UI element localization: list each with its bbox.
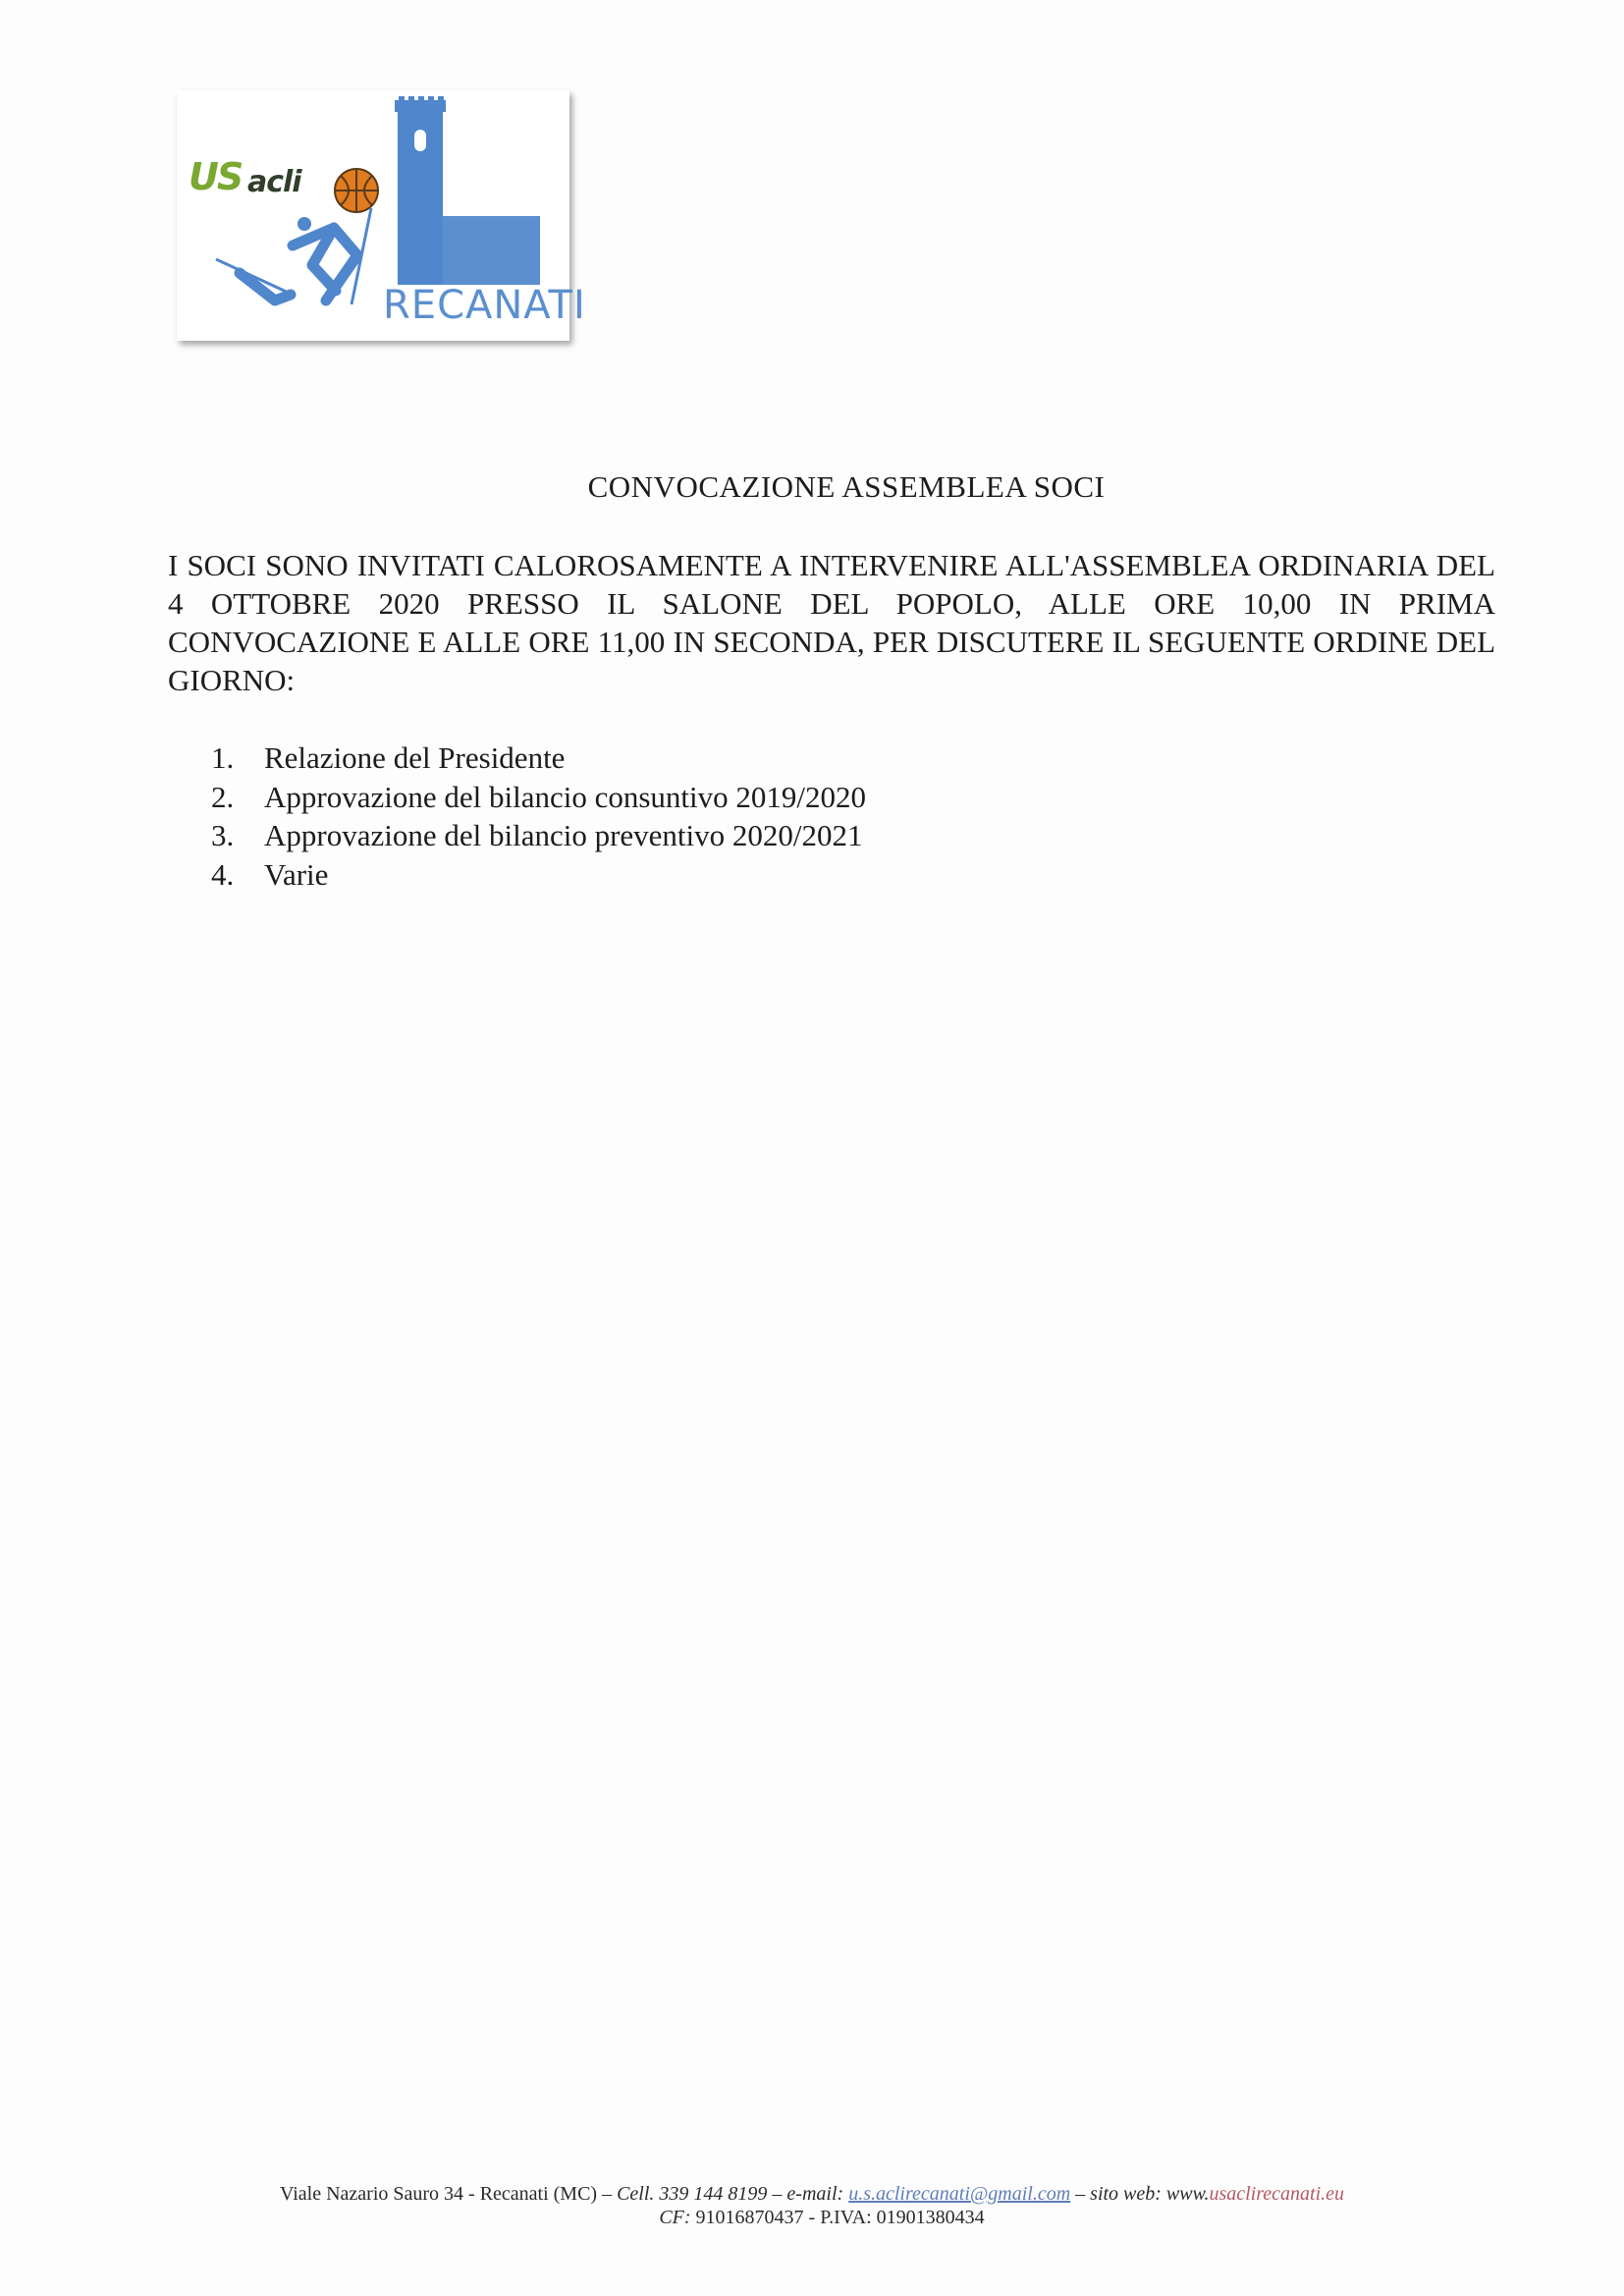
footer-address: Viale Nazario Sauro 34 - Recanati (MC) <box>279 2183 598 2205</box>
logo-text-us: US <box>189 155 243 198</box>
agenda-item-number: 4. <box>211 856 235 892</box>
footer-web-label: – sito web: www. <box>1070 2183 1210 2205</box>
agenda-item <box>211 816 866 855</box>
agenda-item <box>211 738 866 778</box>
agenda-item-number: 3. <box>211 818 235 852</box>
footer-tax-line <box>0 2206 1624 2229</box>
agenda-item-number: 2. <box>211 779 235 814</box>
convocation-paragraph: I SOCI SONO INVITATI CALOROSAMENTE A INTERVENIRE ALL'ASSEMBLEA ORDINARIA DEL 4 OTTOBRE 2020 PRESSO IL SALONE DEL POPOLO, ALLE ORE 10,00 IN PRIMA CONVOCAZIONE E ALLE ORE 11,00 IN SECONDA, PER DISCUTERE IL SEGUENTE ORDINE DEL GIORNO: <box>168 548 1495 697</box>
footer-website-link[interactable]: usaclirecanati.eu <box>1209 2183 1345 2205</box>
document-title: CONVOCAZIONE ASSEMBLEA SOCI <box>587 469 1106 504</box>
logo-text-acli: acli <box>247 165 301 199</box>
tower-window <box>414 130 426 151</box>
footer-cell: – Cell. 339 144 8199 – e-mail: <box>597 2183 849 2205</box>
agenda-item-number: 1. <box>211 740 235 775</box>
agenda-item-text: Relazione del Presidente <box>264 740 566 775</box>
footer-contact-line <box>0 2182 1624 2206</box>
footer-cf: 91016870437 - <box>690 2207 821 2228</box>
logo-text-recanati: RECANATI <box>383 283 586 328</box>
skier-icon <box>240 228 357 301</box>
footer <box>0 2182 1624 2229</box>
agenda-item <box>211 778 866 817</box>
agenda-list <box>211 738 866 894</box>
usacli-recanati-logo <box>177 90 586 341</box>
agenda-item-text: Approvazione del bilancio consuntivo 2019/2020 <box>264 779 866 814</box>
agenda-item <box>211 855 866 895</box>
footer-cf-label: CF: <box>659 2207 691 2228</box>
agenda-item-text: Approvazione del bilancio preventivo 2020/2021 <box>264 818 863 852</box>
footer-email-link[interactable]: u.s.aclirecanati@gmail.com <box>848 2183 1071 2205</box>
agenda-item-text: Varie <box>264 856 329 892</box>
footer-piva: P.IVA: 01901380434 <box>820 2207 985 2228</box>
